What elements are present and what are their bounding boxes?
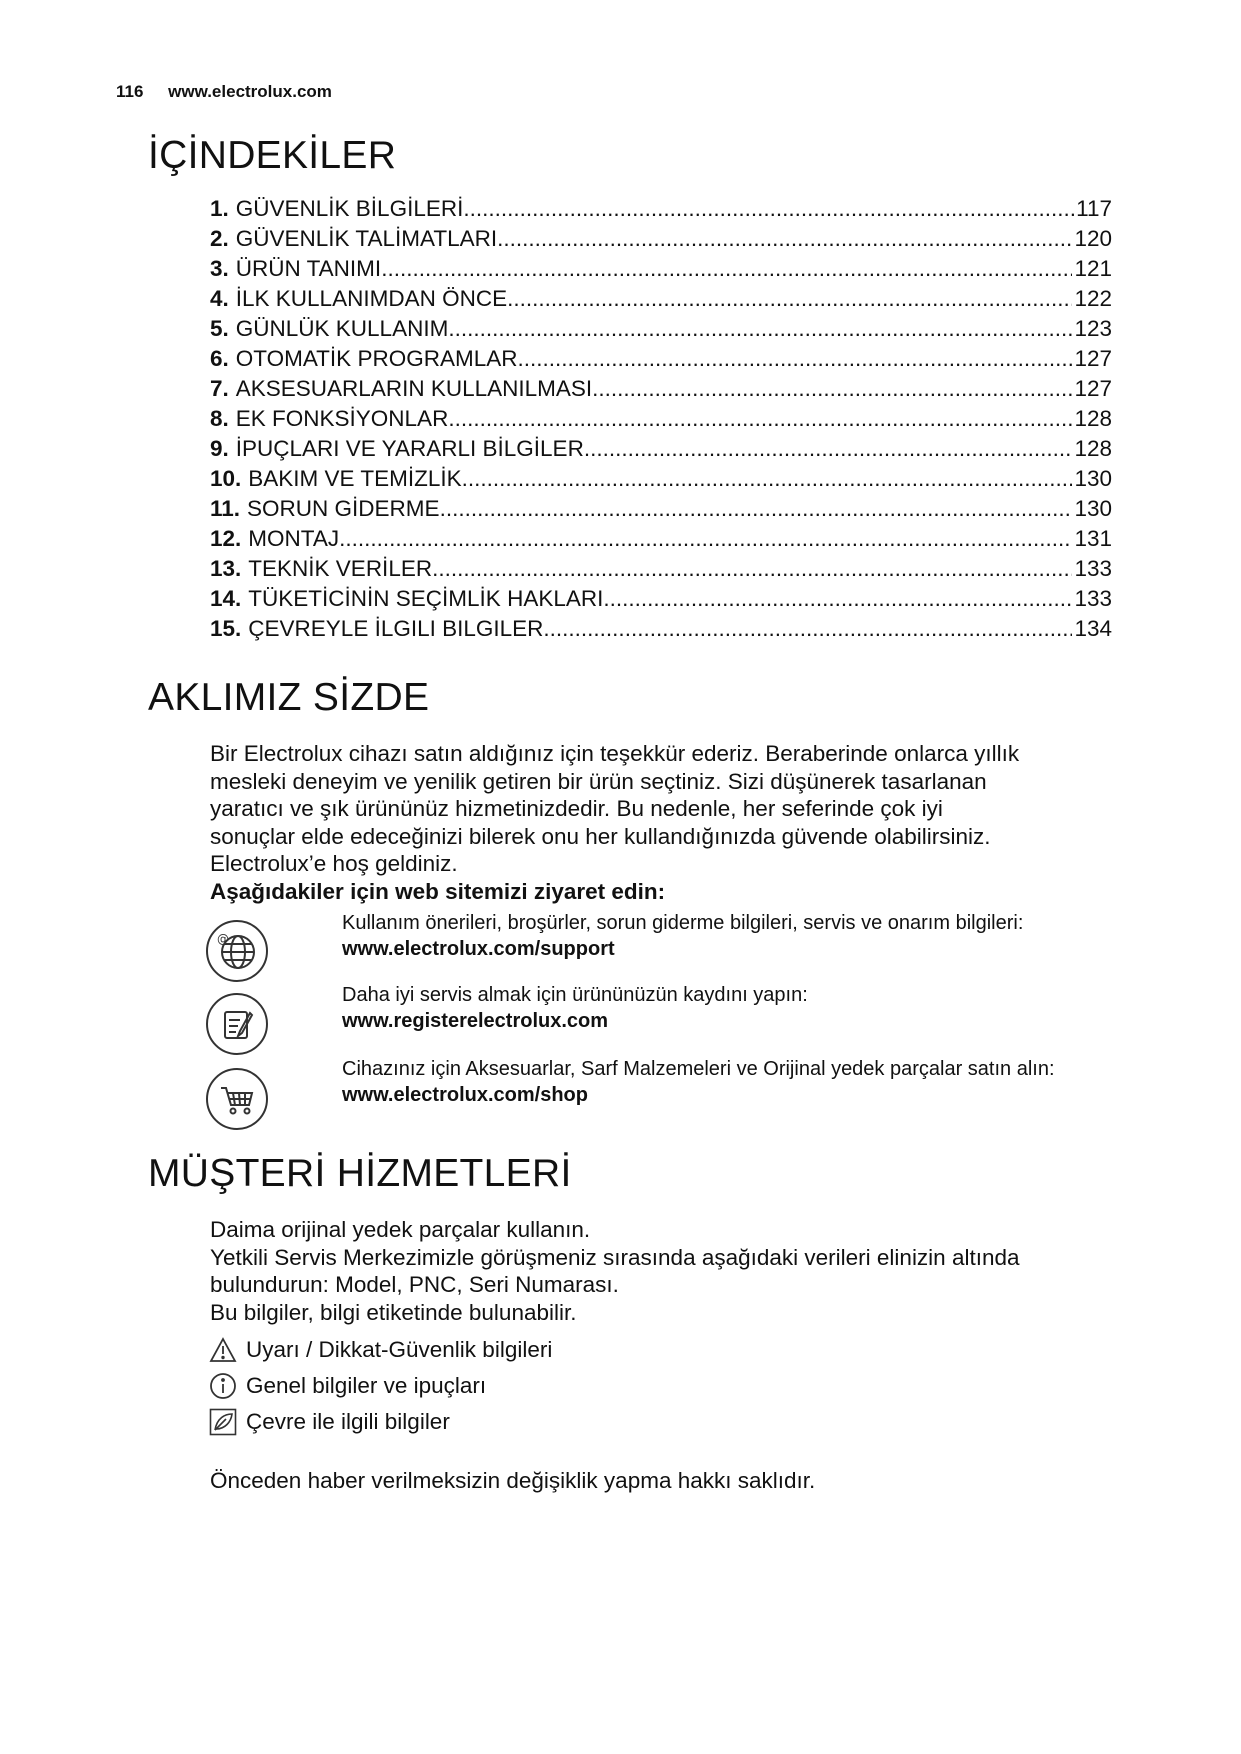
toc-page: 133	[1074, 556, 1112, 581]
site-url[interactable]: www.electrolux.com	[168, 82, 332, 101]
toc-item[interactable]: 8. EK FONKSİYONLAR ..... 128	[210, 406, 1112, 436]
toc-page: 130	[1074, 466, 1112, 491]
toc-item[interactable]: 3. ÜRÜN TANIMI ..... 121	[210, 256, 1112, 286]
toc-page: 128	[1074, 406, 1112, 431]
aklimiz-intro: Bir Electrolux cihazı satın aldığınız için teşekkür ederiz. Beraberinde onlarca yıllık mesleki deneyim ve yenilik getiren bir ürün seçtiniz. Sizi düşünerek tasarlanan yaratıcı ve şık ürününüz hizmetinizdedir. Bu nedenle, her seferinde çok iyi sonuçlar elde edeceğinizi bilerek onu her kullandığınızda güvende olabilirsiniz. Electrolux’e hoş geldiniz. Aşağıdakiler için web sitemizi ziyaret edin:	[210, 740, 1140, 905]
toc-page: 120	[1074, 226, 1112, 251]
disclaimer: Önceden haber verilmeksizin değişiklik yapma hakkı saklıdır.	[210, 1468, 816, 1493]
musteri-title: MÜŞTERİ HİZMETLERİ	[148, 1152, 572, 1195]
symbol-info: Genel bilgiler ve ipuçları	[208, 1371, 486, 1401]
toc-page: 133	[1074, 586, 1112, 611]
leaf-icon	[208, 1407, 238, 1437]
toc-item[interactable]: 1. GÜVENLİK BİLGİLERİ ..... 117	[210, 196, 1112, 226]
toc-page: 117	[1076, 196, 1112, 221]
register-icon	[206, 993, 268, 1055]
toc-page: 130	[1074, 496, 1112, 521]
toc-title: İÇİNDEKİLER	[148, 134, 397, 177]
toc-page: 131	[1074, 526, 1112, 551]
aklimiz-title: AKLIMIZ SİZDE	[148, 676, 430, 719]
toc-item[interactable]: 7. AKSESUARLARIN KULLANILMASI ..... 127	[210, 376, 1112, 406]
toc-page: 128	[1074, 436, 1112, 461]
link-shop-text: Cihazınız için Aksesuarlar, Sarf Malzemeleri ve Orijinal yedek parçalar satın alın:	[342, 1058, 1055, 1080]
toc-item[interactable]: 15. ÇEVREYLE İLGILI BILGILER ..... 134	[210, 616, 1112, 646]
toc-item[interactable]: 12. MONTAJ ..... 131	[210, 526, 1112, 556]
table-of-contents	[210, 196, 1112, 646]
toc-page: 127	[1074, 376, 1112, 401]
toc-item[interactable]: 13. TEKNİK VERİLER ..... 133	[210, 556, 1112, 586]
symbol-environment: Çevre ile ilgili bilgiler	[208, 1407, 450, 1437]
link-register-url[interactable]: www.registerelectrolux.com	[342, 1010, 609, 1032]
toc-item[interactable]: 5. GÜNLÜK KULLANIM ..... 123	[210, 316, 1112, 346]
cart-icon	[206, 1068, 268, 1130]
toc-page: 134	[1074, 616, 1112, 641]
page-number: 116	[116, 82, 144, 101]
link-support-text: Kullanım önerileri, broşürler, sorun giderme bilgileri, servis ve onarım bilgileri:	[342, 912, 1024, 934]
toc-item[interactable]: 6. OTOMATİK PROGRAMLAR ..... 127	[210, 346, 1112, 376]
svg-text:@: @	[217, 932, 229, 946]
globe-icon	[206, 920, 268, 982]
toc-page: 121	[1074, 256, 1112, 281]
toc-item[interactable]: 14. TÜKETİCİNİN SEÇİMLİK HAKLARI ..... 133	[210, 586, 1112, 616]
link-shop-url[interactable]: www.electrolux.com/shop	[342, 1084, 588, 1106]
symbol-warning: Uyarı / Dikkat-Güvenlik bilgileri	[208, 1335, 552, 1365]
toc-item[interactable]: 4. İLK KULLANIMDAN ÖNCE ..... 122	[210, 286, 1112, 316]
toc-item[interactable]: 11. SORUN GİDERME ..... 130	[210, 496, 1112, 526]
musteri-intro: Daima orijinal yedek parçalar kullanın. Yetkili Servis Merkezimizle görüşmeniz sırasında aşağıdaki verileri elinizin altında bulundurun: Model, PNC, Seri Numarası. Bu bilgiler, bilgi etiketinde bulunabilir.	[210, 1217, 1020, 1325]
page-header	[116, 82, 332, 102]
toc-item[interactable]: 10. BAKIM VE TEMİZLİK ..... 130	[210, 466, 1112, 496]
toc-page: 127	[1074, 346, 1112, 371]
toc-item[interactable]: 2. GÜVENLİK TALİMATLARI ..... 120	[210, 226, 1112, 256]
visit-heading: Aşağıdakiler için web sitemizi ziyaret edin:	[210, 878, 666, 904]
toc-page: 122	[1074, 286, 1112, 311]
toc-item[interactable]: 9. İPUÇLARI VE YARARLI BİLGİLER ..... 128	[210, 436, 1112, 466]
toc-page: 123	[1074, 316, 1112, 341]
warning-icon	[208, 1335, 238, 1365]
info-icon	[208, 1371, 238, 1401]
link-support-url[interactable]: www.electrolux.com/support	[342, 938, 615, 960]
link-register-text: Daha iyi servis almak için ürününüzün kaydını yapın:	[342, 984, 808, 1006]
